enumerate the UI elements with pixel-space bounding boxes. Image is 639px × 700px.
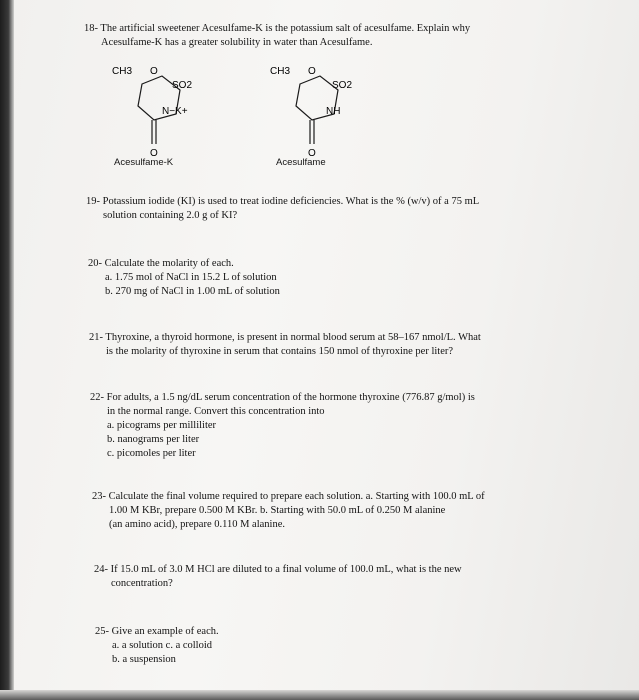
question-21-line2: is the molarity of thyroxine in serum that contains 150 nmol of thyroxine per liter?: [106, 346, 454, 357]
acesulfame-methyl: CH3: [270, 66, 291, 77]
acesulfame-nh: NH: [326, 106, 341, 117]
page-bottom-shadow: [0, 690, 639, 700]
question-22-line2: in the normal range. Convert this concentration into: [107, 406, 325, 417]
acesulfame-k-structure: [110, 60, 210, 160]
question-23-line1: 23- Calculate the final volume required to prepare each solution. a. Starting with 100.0 mL of: [92, 491, 485, 502]
acesulfame-so2: SO2: [332, 80, 353, 91]
question-23-line2: 1.00 M KBr, prepare 0.500 M KBr. b. Starting with 50.0 mL of 0.250 M alanine: [109, 505, 446, 516]
page-edge-shadow: [0, 0, 14, 700]
acesulfame-k-ring-oxygen: O: [150, 66, 158, 77]
question-20-line1: 20- Calculate the molarity of each.: [88, 258, 234, 269]
question-25: [95, 625, 219, 667]
question-18-line2: Acesulfame-K has a greater solubility in water than Acesulfame.: [101, 37, 373, 48]
question-19-line2: solution containing 2.0 g of KI?: [103, 210, 238, 221]
question-23: [92, 490, 485, 532]
question-22-line1: 22- For adults, a 1.5 ng/dL serum concentration of the hormone thyroxine (776.87 g/mol) is: [90, 392, 475, 403]
question-22: [90, 391, 475, 461]
question-24-line2: concentration?: [111, 578, 173, 589]
acesulfame-k-methyl: CH3: [112, 66, 133, 77]
question-18: [84, 22, 470, 50]
question-20: [88, 257, 280, 299]
question-19-line1: 19- Potassium iodide (KI) is used to treat iodine deficiencies. What is the % (w/v) of a 75 mL: [86, 196, 480, 207]
acesulfame-k-so2: SO2: [172, 80, 193, 91]
question-24: [94, 563, 462, 591]
question-25-line1: 25- Give an example of each.: [95, 626, 219, 637]
question-20-part-b: b. 270 mg of NaCl in 1.00 mL of solution: [105, 286, 280, 297]
acesulfame-structure: [268, 60, 368, 160]
question-21-line1: 21- Thyroxine, a thyroid hormone, is present in normal blood serum at 58–167 nmol/L. What: [89, 332, 481, 343]
acesulfame-ring-oxygen: O: [308, 66, 316, 77]
question-23-line3: (an amino acid), prepare 0.110 M alanine.: [109, 519, 285, 530]
acesulfame-k-carbonyl-oxygen: O: [150, 148, 158, 159]
question-22-part-b: b. nanograms per liter: [107, 434, 200, 445]
label-acesulfame: Acesulfame: [276, 157, 326, 168]
label-acesulfame-k: Acesulfame-K: [114, 157, 174, 168]
question-18-line1: 18- The artificial sweetener Acesulfame-K is the potassium salt of acesulfame. Explain why: [84, 23, 471, 34]
acesulfame-carbonyl-oxygen: O: [308, 148, 316, 159]
question-25-part-a: a. a solution c. a colloid: [112, 640, 213, 651]
question-19: [86, 195, 479, 223]
question-24-line1: 24- If 15.0 mL of 3.0 M HCl are diluted to a final volume of 100.0 mL, what is the new: [94, 564, 462, 575]
acesulfame-k-nk: N−K+: [162, 106, 188, 117]
question-25-part-b: b. a suspension: [112, 654, 176, 665]
question-20-part-a: a. 1.75 mol of NaCl in 15.2 L of solution: [105, 272, 277, 283]
question-22-part-c: c. picomoles per liter: [107, 448, 196, 459]
question-22-part-a: a. picograms per milliliter: [107, 420, 217, 431]
question-21: [89, 331, 481, 359]
